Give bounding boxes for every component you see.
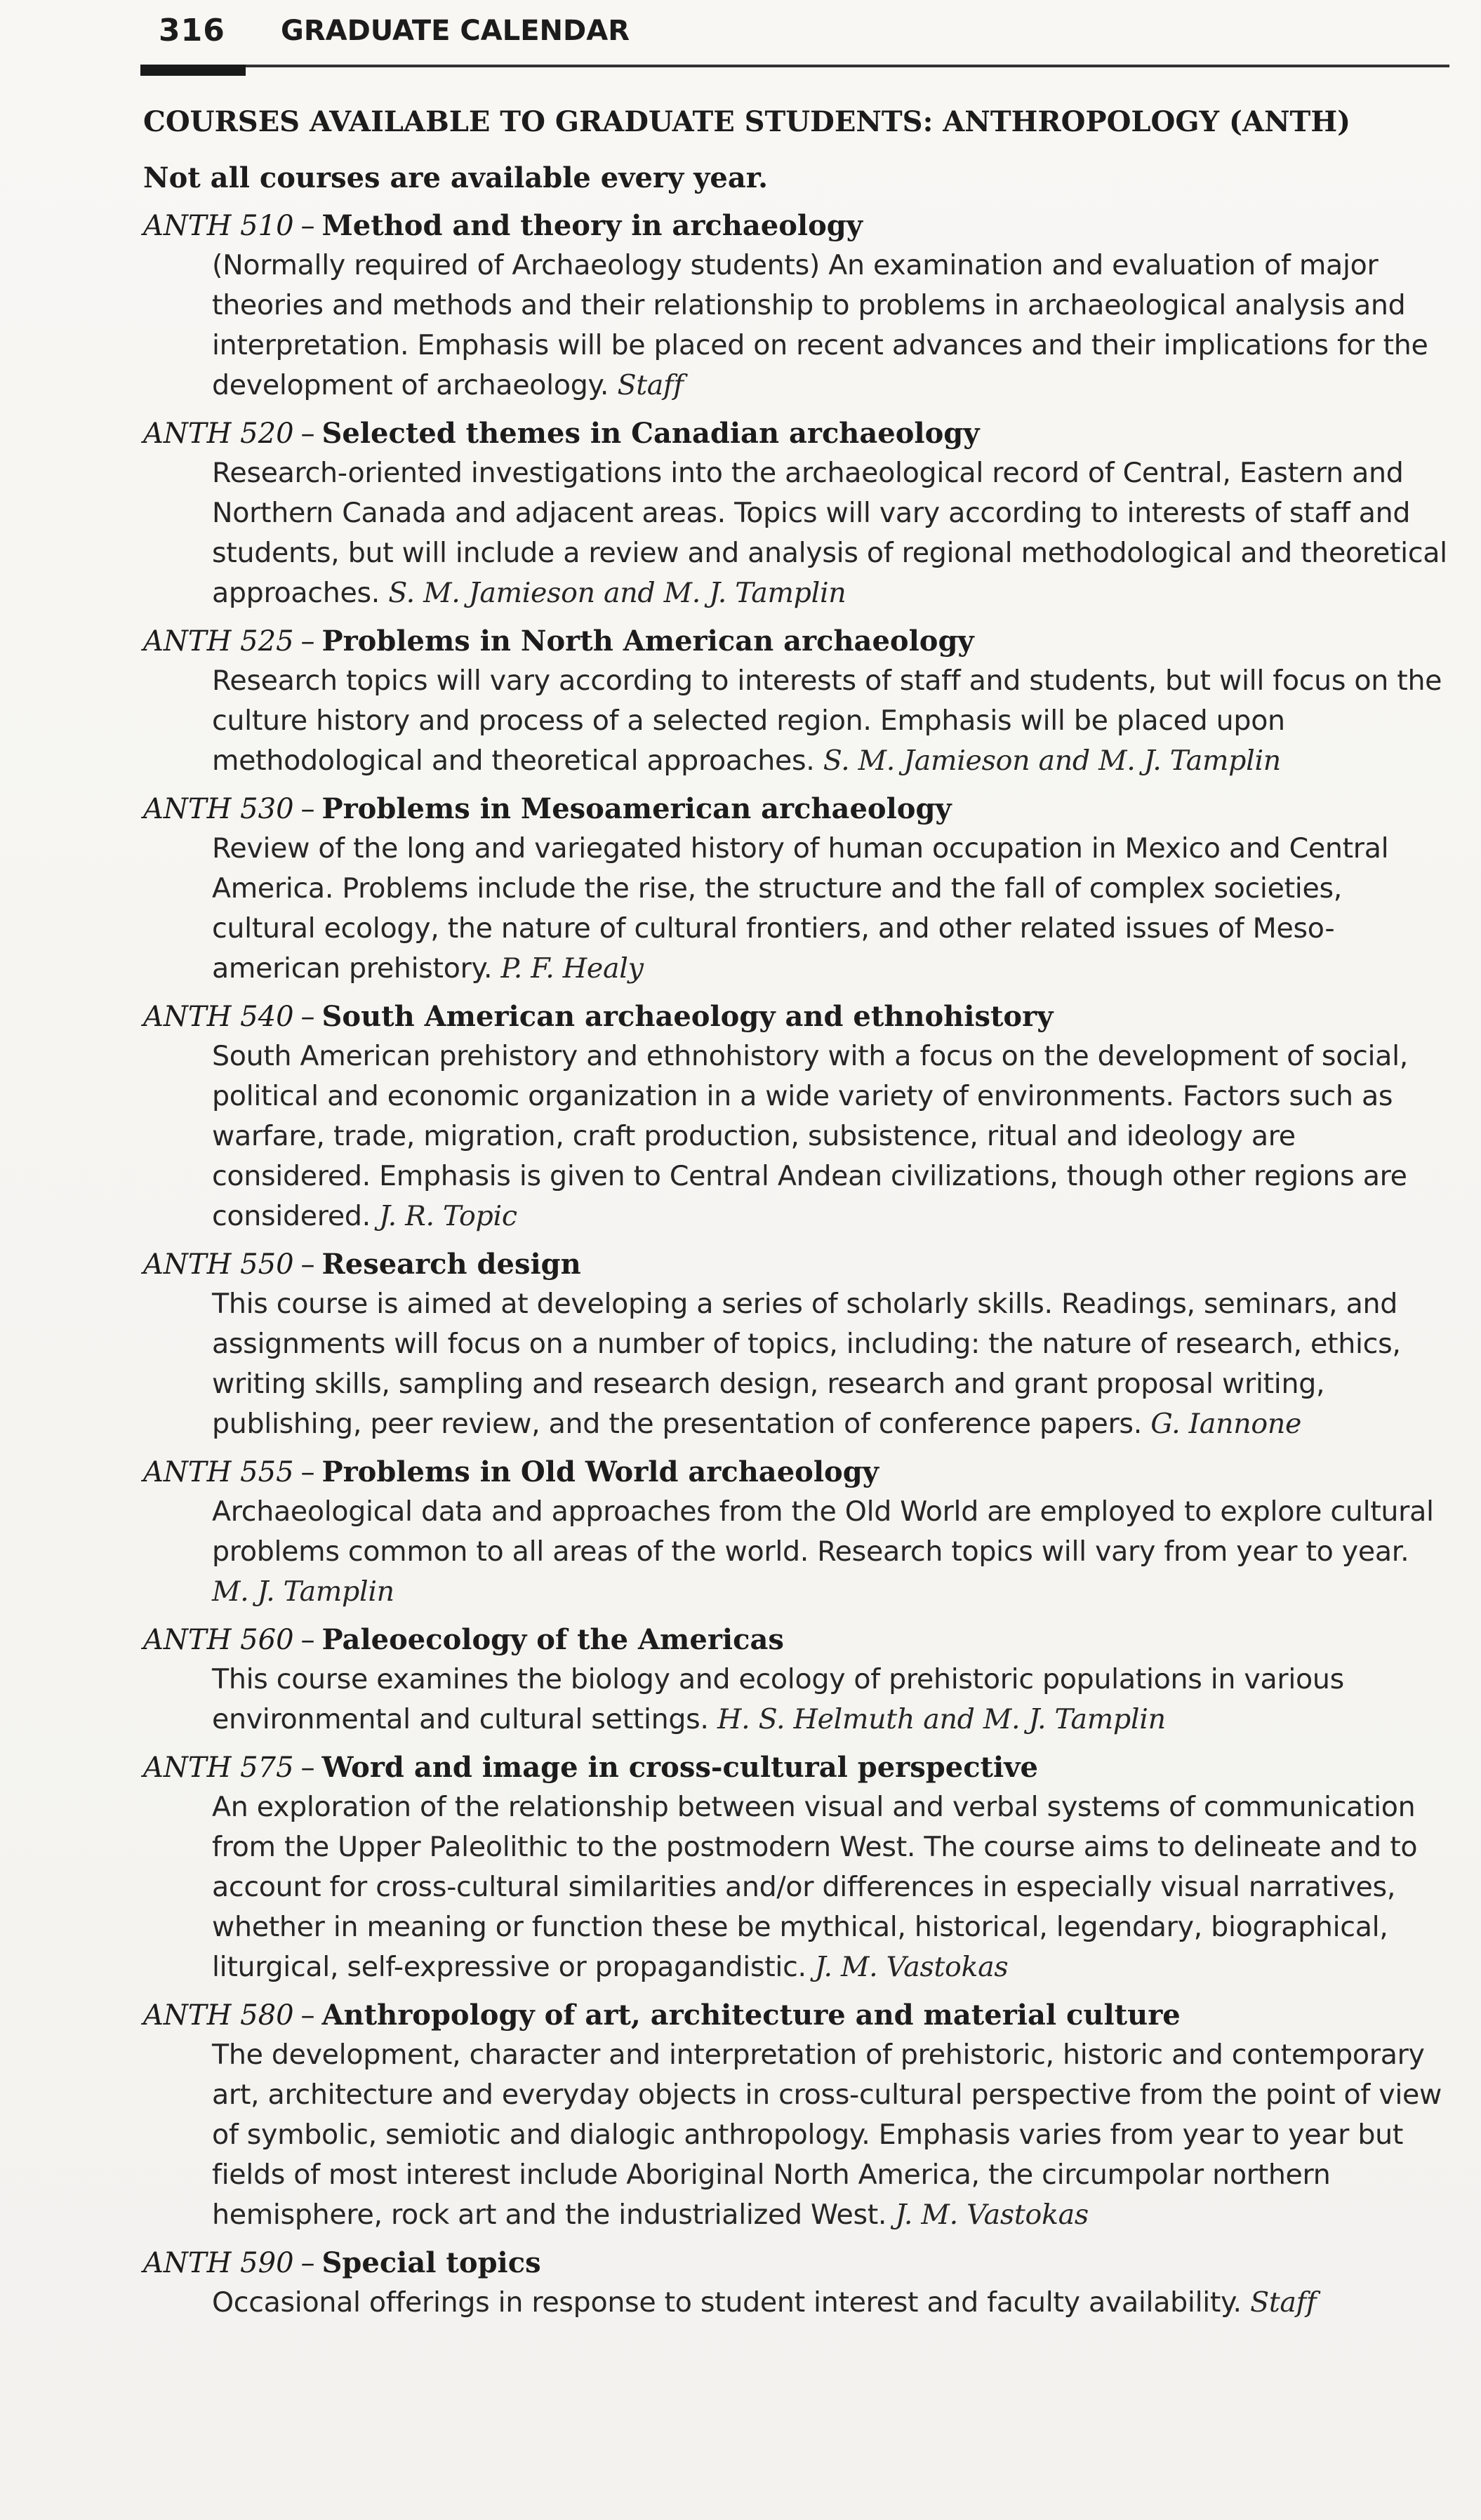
- course-code: ANTH 530: [143, 793, 294, 825]
- course-entry: [140, 414, 1453, 613]
- course-heading: [143, 789, 1453, 829]
- course-heading: [143, 1996, 1453, 2035]
- course-description: [212, 246, 1453, 406]
- course-entry: [140, 1245, 1453, 1444]
- course-separator: –: [300, 1001, 315, 1033]
- course-heading: [143, 2244, 1453, 2283]
- course-instructors: S. M. Jamieson and M. J. Tamplin: [823, 745, 1281, 777]
- course-heading: [143, 206, 1453, 246]
- course-code: ANTH 590: [143, 2247, 294, 2279]
- page-number: 316: [159, 13, 225, 48]
- course-title: Problems in Old World archaeology: [321, 1455, 879, 1488]
- course-description-text: This course examines the biology and ecology of prehistoric populations in various environmental and cultural settings.: [212, 1663, 1344, 1735]
- course-description-text: Review of the long and variegated history of human occupation in Mexico and Central America. Problems include the rise, the structure and the fall of complex societies, cultural ecology, the nature of cultural frontiers, and other related issues of Meso-american prehistory.: [212, 832, 1389, 985]
- course-description: [212, 1492, 1453, 1612]
- course-description: [212, 661, 1453, 781]
- course-entry: [140, 1620, 1453, 1740]
- course-heading: [143, 997, 1453, 1036]
- course-description-text: This course is aimed at developing a series of scholarly skills. Readings, seminars, and assignments will focus on a number of topics, including: the nature of research, ethics, writing skills, sampling and research design, research and grant proposal writing, publishing, peer review, and the presentation of conference papers.: [212, 1288, 1401, 1440]
- course-entry: [140, 1996, 1453, 2235]
- course-list: [140, 206, 1453, 2323]
- course-entry: [140, 1453, 1453, 1612]
- course-code: ANTH 560: [143, 1624, 294, 1656]
- course-description-text: Research topics will vary according to interests of staff and students, but will focus on the culture history and process of a selected region. Emphasis will be placed upon methodological and theoretical approaches.: [212, 665, 1442, 777]
- course-description-text: Occasional offerings in response to student interest and faculty availability.: [212, 2286, 1242, 2319]
- course-description-text: Research-oriented investigations into the archaeological record of Central, Eastern and Northern Canada and adjacent areas. Topics will vary according to interests of staff and students, but will include a review and analysis of regional methodological and theoretical approaches.: [212, 457, 1447, 609]
- course-instructors: Staff: [1250, 2286, 1317, 2319]
- course-entry: [140, 2244, 1453, 2323]
- course-heading: [143, 1620, 1453, 1660]
- course-description-text: South American prehistory and ethnohistory with a focus on the development of social, political and economic organization in a wide variety of environments. Factors such as warfare, trade, migration, craft production, subsistence, ritual and ideology are considered. Emphasis is given to Central Andean civilizations, though other regions are considered.: [212, 1040, 1408, 1232]
- course-description-text: The development, character and interpretation of prehistoric, historic and contemporary art, architecture and everyday objects in cross-cultural perspective from the point of view of symbolic, semiotic and dialogic anthropology. Emphasis varies from year to year but fields of most interest include Aboriginal North America, the circumpolar northern hemisphere, rock art and the industrialized West.: [212, 2039, 1442, 2231]
- availability-note: Not all courses are available every year.: [143, 161, 769, 194]
- course-code: ANTH 555: [143, 1456, 294, 1488]
- course-heading: [143, 1748, 1453, 1787]
- course-instructors: H. S. Helmuth and M. J. Tamplin: [717, 1703, 1166, 1735]
- course-instructors: Staff: [617, 369, 684, 401]
- course-title: Problems in North American archaeology: [321, 625, 974, 658]
- running-title: GRADUATE CALENDAR: [281, 15, 630, 47]
- course-title: Selected themes in Canadian archaeology: [321, 417, 980, 450]
- course-code: ANTH 580: [143, 1999, 294, 2032]
- header-rule-accent: [140, 65, 246, 76]
- course-description: [212, 2035, 1453, 2235]
- course-description: [212, 453, 1453, 613]
- section-title: COURSES AVAILABLE TO GRADUATE STUDENTS: ANTHROPOLOGY (ANTH): [143, 105, 1351, 138]
- course-instructors: S. M. Jamieson and M. J. Tamplin: [388, 577, 846, 609]
- page-header: [140, 13, 1446, 69]
- course-code: ANTH 575: [143, 1752, 294, 1784]
- course-title: Special topics: [321, 2246, 541, 2279]
- course-description: [212, 2283, 1453, 2323]
- course-separator: –: [300, 210, 315, 242]
- course-entry: [140, 1748, 1453, 1987]
- course-description-text: Archaeological data and approaches from the Old World are employed to explore cultural problems common to all areas of the world. Research topics will vary from year to year.: [212, 1495, 1434, 1568]
- course-heading: [143, 622, 1453, 661]
- course-title: Research design: [321, 1248, 581, 1281]
- course-instructors: J. M. Vastokas: [895, 2199, 1089, 2231]
- course-instructors: M. J. Tamplin: [212, 1575, 394, 1608]
- course-separator: –: [300, 1999, 315, 2032]
- course-description: [212, 1036, 1453, 1236]
- course-instructors: J. R. Topic: [379, 1200, 517, 1232]
- course-separator: –: [300, 1624, 315, 1656]
- course-listing: [140, 104, 1453, 2331]
- course-entry: [140, 206, 1453, 406]
- header-rule: [140, 65, 1449, 67]
- course-description-text: (Normally required of Archaeology students) An examination and evaluation of major theories and methods and their relationship to problems in archaeological analysis and interpretation. Emphasis will be placed on recent advances and their implications for the development of archaeology.: [212, 249, 1428, 401]
- course-description: [212, 1787, 1453, 1987]
- course-title: South American archaeology and ethnohistory: [321, 1000, 1054, 1033]
- course-instructors: P. F. Healy: [500, 952, 644, 985]
- course-separator: –: [300, 1752, 315, 1784]
- course-title: Problems in Mesoamerican archaeology: [321, 792, 952, 825]
- course-title: Anthropology of art, architecture and material culture: [321, 1999, 1181, 2032]
- course-separator: –: [300, 1248, 315, 1281]
- course-heading: [143, 1453, 1453, 1492]
- course-title: Method and theory in archaeology: [321, 209, 863, 242]
- course-code: ANTH 510: [143, 210, 294, 242]
- course-title: Paleoecology of the Americas: [321, 1623, 784, 1656]
- course-description: [212, 1284, 1453, 1444]
- course-heading: [143, 414, 1453, 453]
- course-instructors: J. M. Vastokas: [815, 1951, 1009, 1983]
- course-separator: –: [300, 2247, 315, 2279]
- course-entry: [140, 789, 1453, 989]
- course-code: ANTH 520: [143, 418, 294, 450]
- course-heading: [143, 1245, 1453, 1284]
- course-entry: [140, 997, 1453, 1236]
- course-code: ANTH 550: [143, 1248, 294, 1281]
- course-separator: –: [300, 793, 315, 825]
- course-instructors: G. Iannone: [1150, 1408, 1302, 1440]
- course-separator: –: [300, 625, 315, 658]
- course-entry: [140, 622, 1453, 781]
- course-code: ANTH 525: [143, 625, 294, 658]
- course-description-text: An exploration of the relationship between visual and verbal systems of communication from the Upper Paleolithic to the postmodern West. The course aims to delineate and to account for cross-cultural similarities and/or differences in especially visual narratives, whether in meaning or function these be mythical, historical, legendary, biographical, liturgical, self-expressive or propagandistic.: [212, 1791, 1418, 1983]
- course-description: [212, 829, 1453, 989]
- course-separator: –: [300, 418, 315, 450]
- course-code: ANTH 540: [143, 1001, 294, 1033]
- course-title: Word and image in cross-cultural perspective: [321, 1751, 1038, 1784]
- course-description: [212, 1660, 1453, 1740]
- course-separator: –: [300, 1456, 315, 1488]
